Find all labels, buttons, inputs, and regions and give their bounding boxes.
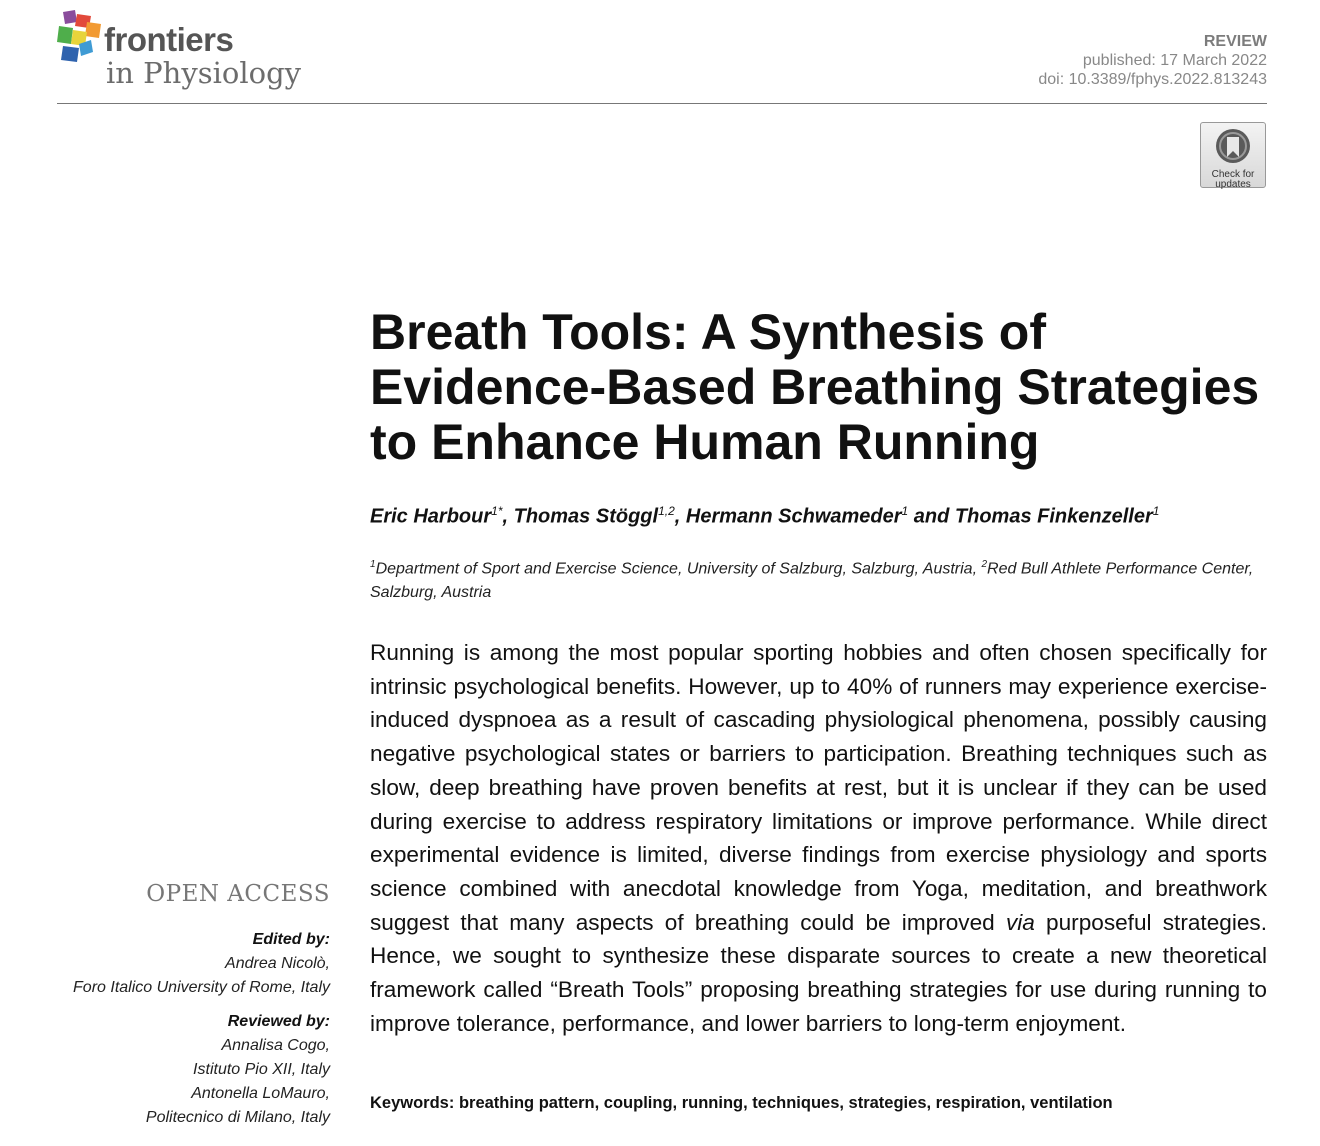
author-name[interactable]: Thomas Stöggl: [513, 505, 659, 528]
author-affil-sup: 1,2: [658, 504, 675, 518]
affiliations: [370, 553, 1270, 605]
author-affil-sup: 1: [901, 504, 909, 518]
check-for-updates-label: Check for updates: [1211, 169, 1255, 190]
abstract-italic: via: [1005, 909, 1035, 935]
affiliation: Department of Sport and Exercise Science, University of Salzburg, Salzburg, Austria,: [375, 560, 982, 578]
author-separator: and: [908, 505, 955, 528]
article-meta: [1038, 32, 1267, 89]
author-name[interactable]: Thomas Finkenzeller: [954, 505, 1153, 528]
sidebar: [30, 880, 330, 1130]
author-list: [370, 504, 1159, 529]
article-type: REVIEW: [1203, 33, 1267, 50]
reviewer-affiliation: Istituto Pio XII, Italy: [193, 1061, 330, 1078]
doi-link[interactable]: doi: 10.3389/fphys.2022.813243: [1038, 71, 1267, 88]
author-name[interactable]: Hermann Schwameder: [685, 505, 902, 528]
author-separator: ,: [674, 505, 686, 528]
check-for-updates-button[interactable]: [1200, 122, 1266, 188]
article-title: Breath Tools: A Synthesis of Evidence-Based Breathing Strategies to Enhance Human Running: [370, 304, 1260, 470]
author-affil-sup: 1*: [491, 504, 503, 518]
affil-sup: 1: [370, 559, 376, 570]
author-separator: ,: [502, 505, 514, 528]
edited-by-heading: Edited by:: [252, 931, 330, 948]
logo-word-journal: in Physiology: [106, 56, 302, 90]
author-affil-sup: 1: [1152, 504, 1160, 518]
abstract-text: purposeful strategies. Hence, we sought to synthesize these disparate sources to create a new theoretical framework called “Breath Tools” proposing breathing strategies for use during running to improve tolerance, performance, and lower barriers to long-term enjoyment.: [370, 909, 1267, 1036]
logo-word-frontiers: frontiers: [104, 21, 234, 58]
affil-sup: 2: [981, 559, 988, 570]
keywords: [370, 1094, 1113, 1113]
editor-affiliation: Foro Italico University of Rome, Italy: [73, 979, 330, 996]
abstract: [370, 636, 1267, 1040]
reviewer-name[interactable]: Annalisa Cogo,: [221, 1037, 330, 1054]
editor-name[interactable]: Andrea Nicolò,: [225, 955, 330, 972]
affiliation: Red Bull Athlete Performance Center, Salzburg, Austria: [370, 560, 1254, 602]
spacer: [30, 1000, 330, 1010]
author-name[interactable]: Eric Harbour: [370, 505, 492, 528]
reviewer-name[interactable]: Antonella LoMauro,: [191, 1085, 330, 1102]
frontiers-logo-icon: [57, 10, 103, 62]
published-date: published: 17 March 2022: [1082, 52, 1267, 69]
bookmark-icon: [1213, 127, 1253, 165]
reviewed-by-heading: Reviewed by:: [227, 1013, 330, 1030]
keywords-list: breathing pattern, coupling, running, techniques, strategies, respiration, ventilation: [458, 1094, 1113, 1112]
journal-header: [57, 10, 1267, 104]
journal-logo[interactable]: [57, 10, 317, 95]
keywords-label: Keywords:: [370, 1094, 455, 1112]
open-access-label: OPEN ACCESS: [146, 881, 330, 907]
reviewer-affiliation: Politecnico di Milano, Italy: [145, 1109, 330, 1126]
abstract-text: Running is among the most popular sporting hobbies and often chosen specifically for intrinsic psychological benefits. However, up to 40% of runners may experience exercise-induced dyspnoea as a result of cascading physiological phenomena, possibly causing negative psychological states or barriers to participation. Breathing techniques such as slow, deep breathing have proven benefits at rest, but it is unclear if they can be used during exercise to address respiratory limitations or improve performance. While direct experimental evidence is limited, diverse findings from exercise physiology and sports science combined with anecdotal knowledge from Yoga, meditation, and breathwork suggest that many aspects of breathing could be improved: [370, 640, 1267, 935]
